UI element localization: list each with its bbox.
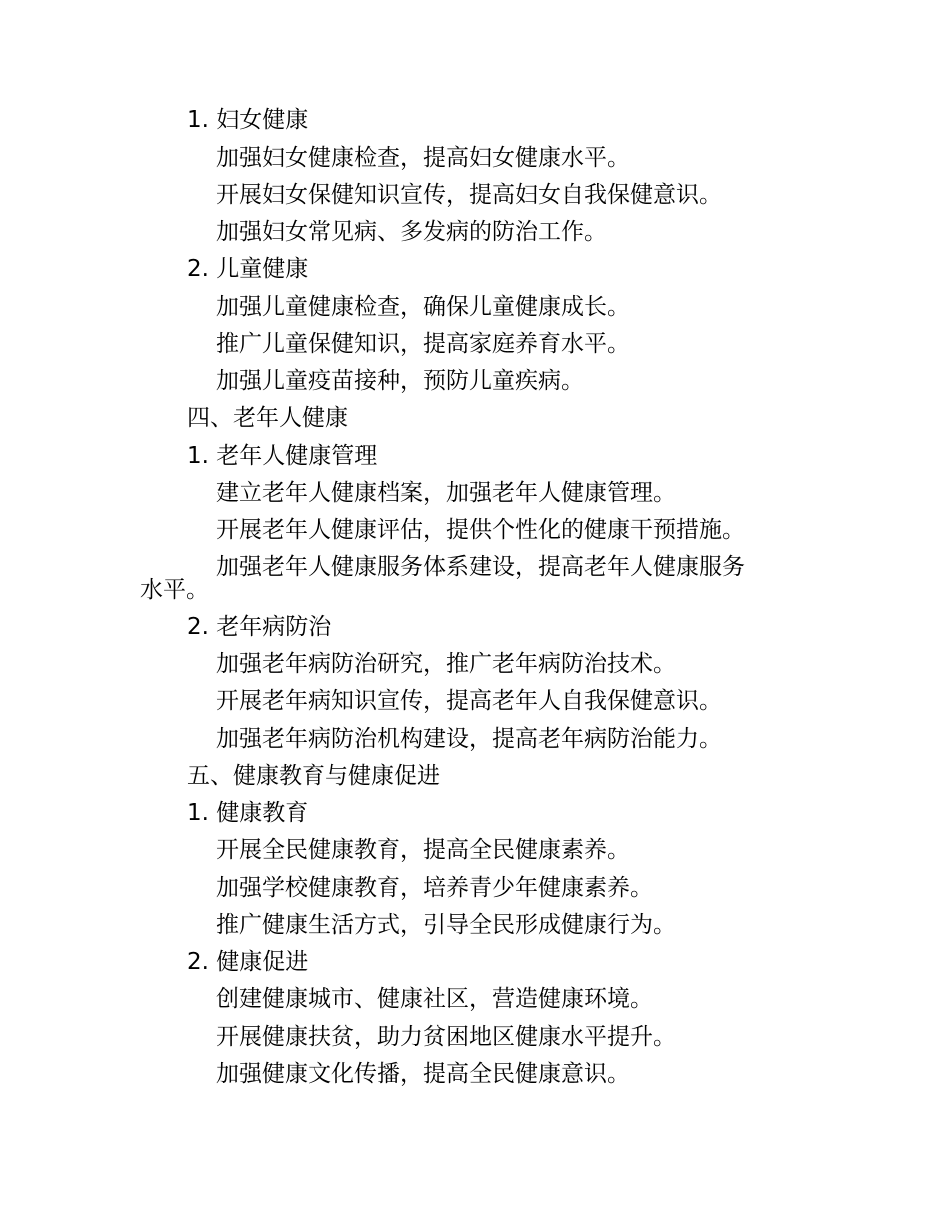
list-item: 加强妇女常见病、多发病的防治工作。 bbox=[216, 219, 607, 245]
section-heading-child-health: 2. 儿童健康 bbox=[187, 256, 309, 282]
section-heading-health-promotion: 2. 健康促进 bbox=[187, 949, 309, 975]
list-item: 开展全民健康教育，提高全民健康素养。 bbox=[216, 837, 630, 863]
list-item: 加强老年病防治研究，推广老年病防治技术。 bbox=[216, 651, 676, 677]
list-item: 建立老年人健康档案，加强老年人健康管理。 bbox=[216, 480, 676, 506]
list-item: 加强学校健康教育，培养青少年健康素养。 bbox=[216, 875, 653, 901]
list-item: 加强儿童健康检查，确保儿童健康成长。 bbox=[216, 294, 630, 320]
list-item-wrapped-line2: 水平。 bbox=[140, 577, 209, 603]
list-item: 加强妇女健康检查，提高妇女健康水平。 bbox=[216, 145, 630, 171]
part-title-health-education: 五、健康教育与健康促进 bbox=[187, 763, 440, 789]
list-item: 开展妇女保健知识宣传，提高妇女自我保健意识。 bbox=[216, 182, 722, 208]
part-title-elderly-health: 四、老年人健康 bbox=[187, 405, 348, 431]
list-item: 加强儿童疫苗接种，预防儿童疾病。 bbox=[216, 368, 584, 394]
section-heading-geriatric-disease: 2. 老年病防治 bbox=[187, 614, 332, 640]
list-item: 创建健康城市、健康社区，营造健康环境。 bbox=[216, 986, 653, 1012]
section-heading-women-health: 1. 妇女健康 bbox=[187, 107, 309, 133]
list-item: 开展健康扶贫，助力贫困地区健康水平提升。 bbox=[216, 1024, 676, 1050]
section-heading-health-education: 1. 健康教育 bbox=[187, 800, 309, 826]
list-item-wrapped-line1: 加强老年人健康服务体系建设，提高老年人健康服务 bbox=[216, 554, 745, 580]
list-item: 推广健康生活方式，引导全民形成健康行为。 bbox=[216, 912, 676, 938]
list-item: 推广儿童保健知识，提高家庭养育水平。 bbox=[216, 331, 630, 357]
list-item: 加强健康文化传播，提高全民健康意识。 bbox=[216, 1061, 630, 1087]
section-heading-elderly-management: 1. 老年人健康管理 bbox=[187, 443, 378, 469]
list-item: 加强老年病防治机构建设，提高老年病防治能力。 bbox=[216, 726, 722, 752]
list-item: 开展老年病知识宣传，提高老年人自我保健意识。 bbox=[216, 688, 722, 714]
list-item: 开展老年人健康评估，提供个性化的健康干预措施。 bbox=[216, 517, 745, 543]
